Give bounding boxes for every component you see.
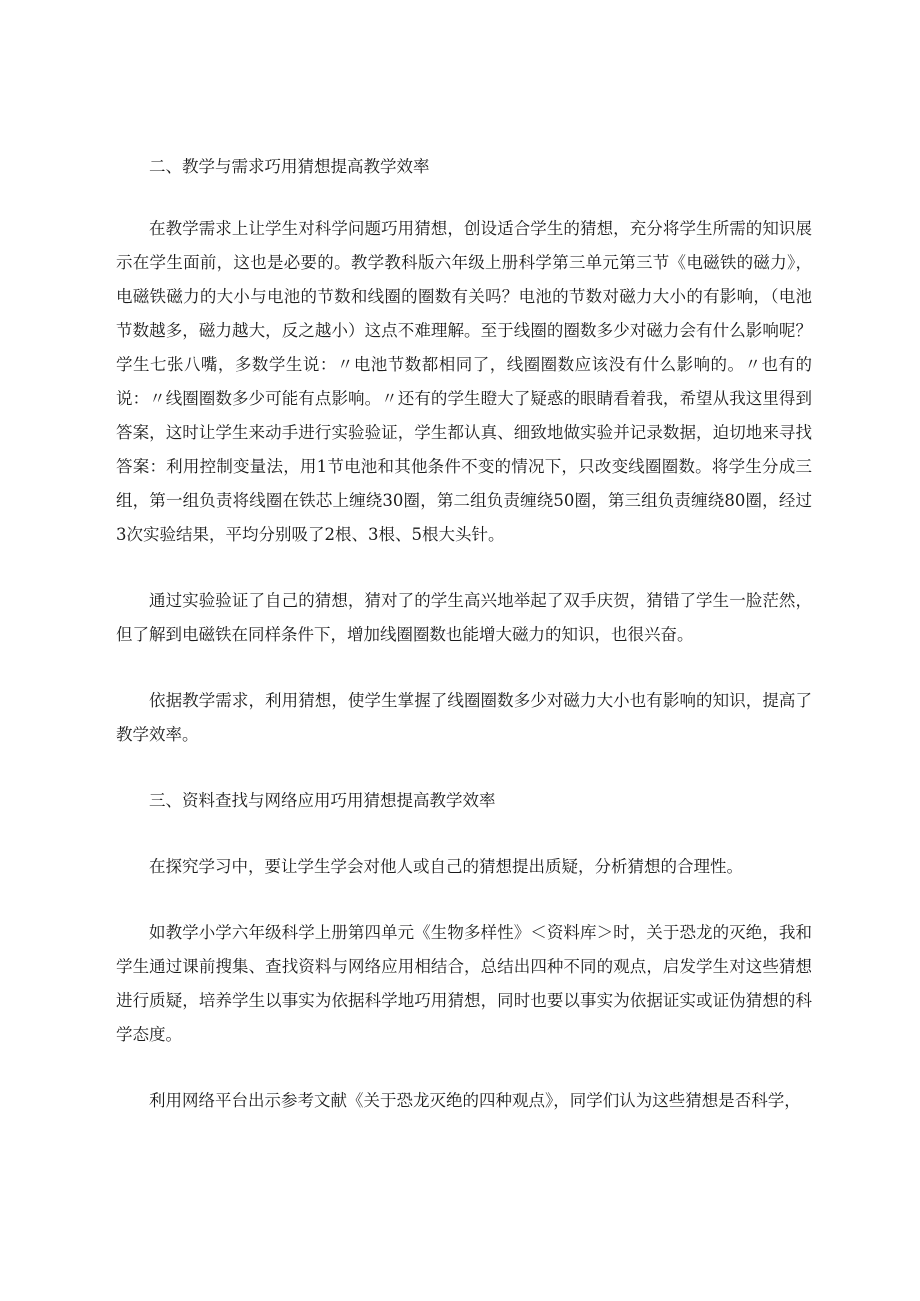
document-body — [116, 150, 812, 1150]
section-heading-2: 二、教学与需求巧用猜想提高教学效率 — [149, 157, 430, 176]
paragraph-electromagnet-experiment: 在教学需求上让学生对科学问题巧用猜想，创设适合学生的猜想，充分将学生所需的知识展示在学生面前，这也是必要的。教学教科版六年级上册科学第三单元第三节《电磁铁的磁力》，电磁铁磁力的大小与电池的节数和线圈的圈数有关吗？电池的节数对磁力大小的有影响，（电池节数越多，磁力越大，反之越小）这点不难理解。至于线圈的圈数多少对磁力会有什么影响呢？学生七张八嘴，多数学生说：〃电池节数都相同了，线圈圈数应该没有什么影响的。〃也有的说：〃线圈圈数多少可能有点影响。〃还有的学生瞪大了疑惑的眼睛看着我，希望从我这里得到答案，这时让学生来动手进行实验验证，学生都认真、细致地做实验并记录数据，迫切地来寻找答案：利用控制变量法，用1节电池和其他条件不变的情况下，只改变线圈圈数。将学生分成三组，第一组负责将线圈在铁芯上缠绕30圈，第二组负责缠绕50圈，第三组负责缠绕80圈，经过3次实验结果，平均分别吸了2根、3根、5根大头针。 — [116, 219, 812, 544]
paragraph-network-platform: 利用网络平台出示参考文献《关于恐龙灭绝的四种观点》，同学们认为这些猜想是否科学， — [149, 1091, 801, 1110]
paragraph-inquiry-learning: 在探究学习中，要让学生学会对他人或自己的猜想提出质疑，分析猜想的合理性。 — [149, 857, 743, 876]
paragraph-teaching-efficiency: 依据教学需求，利用猜想，使学生掌握了线圈圈数多少对磁力大小也有影响的知识，提高了教学效率。 — [116, 691, 812, 744]
section-heading-3: 三、资料查找与网络应用巧用猜想提高教学效率 — [149, 791, 496, 810]
paragraph-dinosaur-extinction: 如教学小学六年级科学上册第四单元《生物多样性》＜资料库＞时，关于恐龙的灭绝，我和学生通过课前搜集、查找资料与网络应用相结合，总结出四种不同的观点，启发学生对这些猜想进行质疑，培养学生以事实为依据科学地巧用猜想，同时也要以事实为依据证实或证伪猜想的科学态度。 — [116, 923, 812, 1044]
paragraph-experiment-result: 通过实验验证了自己的猜想，猜对了的学生高兴地举起了双手庆贺，猜错了学生一脸茫然，但了解到电磁铁在同样条件下，增加线圈圈数也能增大磁力的知识，也很兴奋。 — [116, 591, 812, 644]
